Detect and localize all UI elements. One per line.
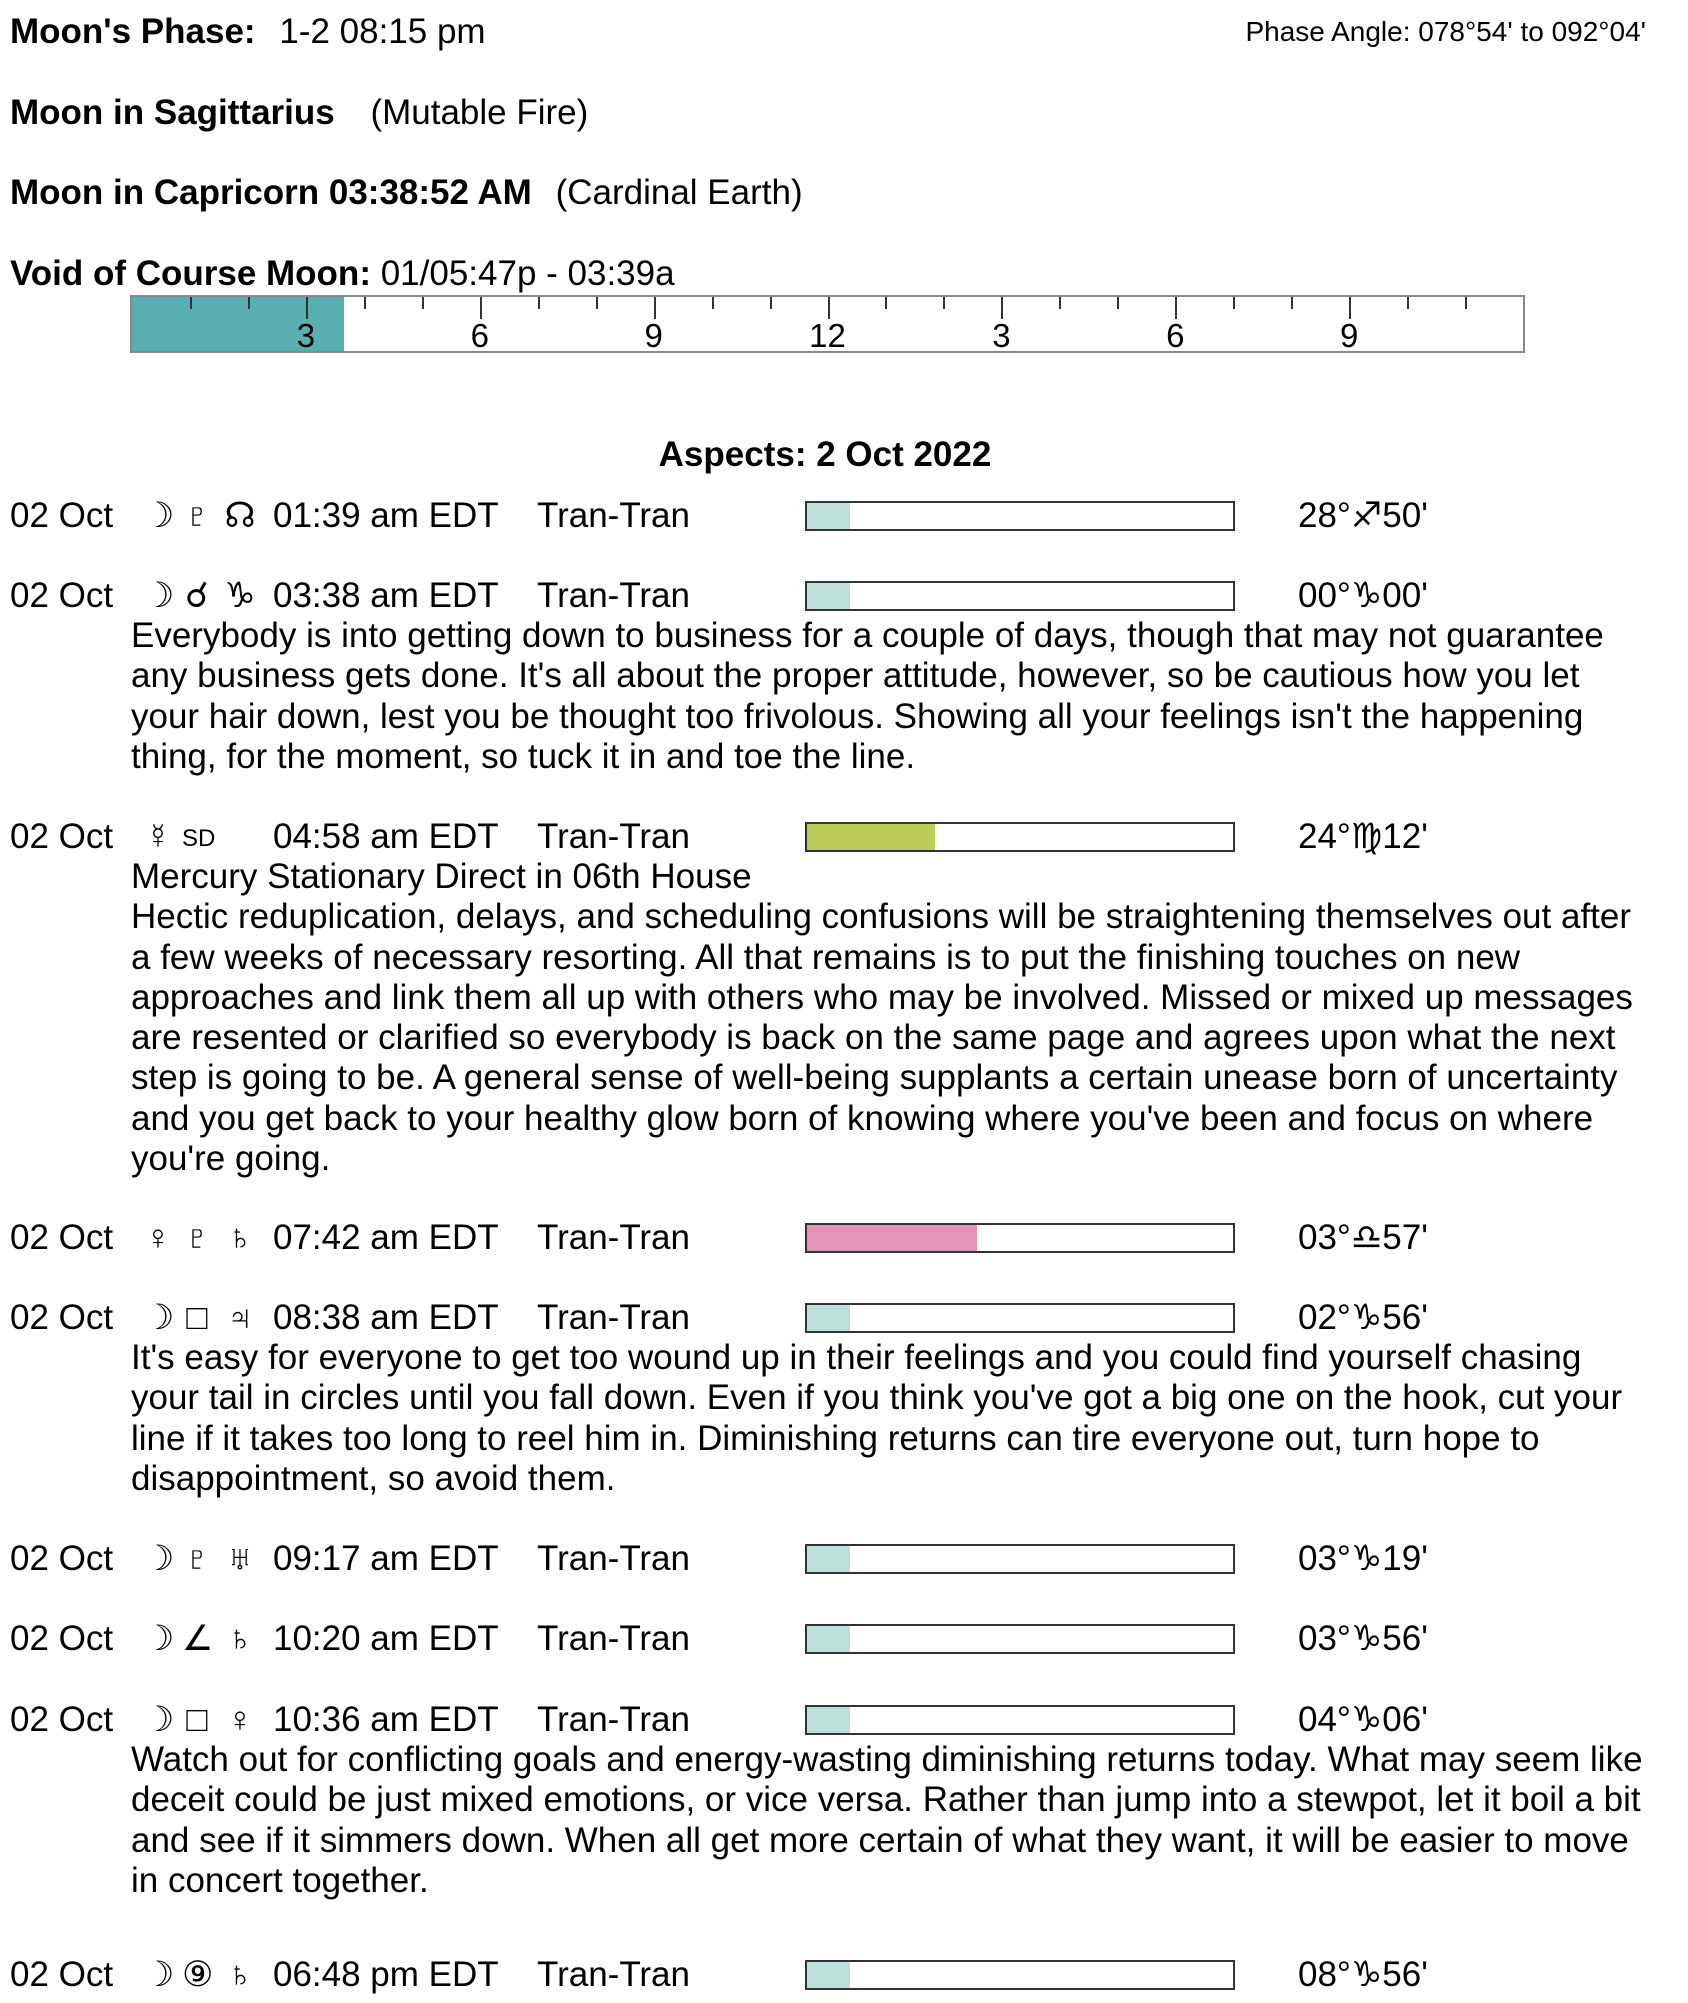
aspect-time: 01:39 am EDT [273, 496, 499, 535]
aspect-entry [0, 1955, 1688, 2003]
aspect-description-paragraph: Mercury Stationary Direct in 06th House [131, 857, 752, 896]
timeline-hour-label: 9 [644, 317, 663, 354]
aspect-time: 10:36 am EDT [273, 1700, 499, 1739]
timeline-tick [770, 297, 772, 309]
aspect-date: 02 Oct [10, 496, 114, 535]
aspect-glyph-icon: □ [186, 1298, 208, 1337]
aspect-row [0, 1700, 1688, 1748]
aspect-description-paragraph: Everybody is into getting down to business for a couple of days, though that may not guarantee any business gets done. It's all about the proper attitude, however, so be cautious how you let your hair down, lest you be thought too frivolous. Showing all your feelings isn't the happening thing, for the moment, so tuck it in and toe the line. [131, 616, 1604, 776]
timeline-tick [712, 297, 714, 309]
timeline-tick [306, 297, 308, 319]
aspect-type: Tran-Tran [537, 1700, 690, 1739]
aspect-type: Tran-Tran [537, 1955, 690, 1994]
moon-sign-2-element: (Cardinal Earth) [555, 173, 803, 212]
aspect-strength-bar [805, 1544, 1235, 1574]
timeline-tick [1175, 297, 1177, 319]
aspect-date: 02 Oct [10, 1218, 114, 1257]
aspect-description [131, 1740, 1651, 1901]
planet-glyph-icon: ♀ [144, 1218, 172, 1257]
aspect-type: Tran-Tran [537, 1298, 690, 1337]
planet-glyph-icon: ♅ [226, 1539, 254, 1578]
timeline-tick [1465, 297, 1467, 309]
aspect-entry [0, 576, 1688, 777]
aspect-glyph-icon: □ [186, 1700, 208, 1739]
aspect-strength-fill [807, 1707, 850, 1733]
aspect-degree: 03°♎57' [1298, 1218, 1428, 1257]
planet-glyph-icon: ☽ [143, 1539, 175, 1578]
moon-sign-2-line [10, 173, 803, 213]
moon-phase-line [10, 12, 486, 52]
aspect-date: 02 Oct [10, 1619, 114, 1658]
aspect-strength-bar [805, 1223, 1235, 1253]
aspect-entry [0, 1218, 1688, 1266]
moon-phase-label: Moon's Phase: [10, 12, 256, 51]
aspect-date: 02 Oct [10, 1700, 114, 1739]
aspect-degree: 03°♑19' [1298, 1539, 1428, 1578]
timeline-tick [1059, 297, 1061, 309]
timeline-tick [654, 297, 656, 319]
planet-glyph-icon: ♄ [226, 1218, 254, 1257]
aspect-type: Tran-Tran [537, 496, 690, 535]
aspect-degree: 28°♐50' [1298, 496, 1428, 535]
timeline-tick [828, 297, 830, 319]
planet-glyph-icon: ☿ [144, 817, 172, 856]
aspect-glyph-icon: ♇ [183, 496, 211, 535]
timeline-hour-label: 6 [470, 317, 489, 354]
aspect-strength-fill [807, 1305, 850, 1331]
timeline-tick [1001, 297, 1003, 319]
timeline-tick [422, 297, 424, 309]
aspect-time: 07:42 am EDT [273, 1218, 499, 1257]
aspect-strength-bar [805, 1303, 1235, 1333]
void-of-course-line [10, 254, 675, 294]
timeline-hour-label: 3 [992, 317, 1011, 354]
aspect-entry [0, 1539, 1688, 1587]
planet-glyph-icon: ☽ [143, 1298, 175, 1337]
aspect-entry [0, 1700, 1688, 1901]
moon-sign-1-label: Moon in Sagittarius [10, 93, 335, 132]
aspect-degree: 08°♑56' [1298, 1955, 1428, 1994]
planet-glyph-icon: ♄ [226, 1955, 254, 1994]
aspect-date: 02 Oct [10, 1539, 114, 1578]
timeline-hour-label: 3 [296, 317, 316, 354]
timeline-tick [1117, 297, 1119, 309]
aspect-time: 04:58 am EDT [273, 817, 499, 856]
timeline-hour-label: 6 [1166, 317, 1185, 354]
aspect-strength-fill [807, 1626, 850, 1652]
aspect-time: 09:17 am EDT [273, 1539, 499, 1578]
planet-glyph-icon: ♀ [226, 1700, 254, 1739]
aspect-strength-bar [805, 581, 1235, 611]
aspect-date: 02 Oct [10, 817, 114, 856]
planet-glyph-icon: ☽ [143, 1700, 175, 1739]
timeline-tick [1407, 297, 1409, 309]
aspect-row [0, 817, 1688, 865]
aspect-type: Tran-Tran [537, 576, 690, 615]
timeline-hour-label: 12 [809, 317, 846, 354]
aspect-description-paragraph: Watch out for conflicting goals and energy-wasting diminishing returns today. What may seem like deceit could be just mixed emotions, or vice versa. Rather than jump into a stewpot, let it boil a bit and see if it simmers down. When all get more certain of what they want, it will be easier to move in concert together. [131, 1740, 1643, 1900]
aspect-glyph-icon: ∠ [182, 1619, 214, 1658]
void-of-course-timeline [130, 295, 1525, 353]
planet-glyph-icon: ☽ [143, 496, 175, 535]
aspect-time: 08:38 am EDT [273, 1298, 499, 1337]
aspect-strength-fill [807, 503, 850, 529]
moon-sign-1-element: (Mutable Fire) [370, 93, 589, 132]
timeline-tick [885, 297, 887, 309]
aspect-glyph-icon: ☌ [185, 576, 209, 615]
aspect-type: Tran-Tran [537, 1619, 690, 1658]
phase-angle: Phase Angle: 078°54' to 092°04' [1245, 16, 1646, 47]
aspect-description [131, 857, 1651, 1179]
aspect-type: Tran-Tran [537, 817, 690, 856]
planet-glyph-icon: ☽ [143, 1619, 175, 1658]
aspect-row [0, 1218, 1688, 1266]
timeline-tick [538, 297, 540, 309]
aspect-date: 02 Oct [10, 1298, 114, 1337]
timeline-tick [480, 297, 482, 319]
aspect-degree: 24°♍12' [1298, 817, 1428, 856]
void-of-course-value: 01/05:47p - 03:39a [380, 254, 675, 293]
aspect-strength-bar [805, 822, 1235, 852]
aspect-strength-fill [807, 1546, 850, 1572]
aspect-strength-fill [807, 824, 935, 850]
planet-glyph-icon: ♄ [226, 1619, 254, 1658]
aspect-degree: 04°♑06' [1298, 1700, 1428, 1739]
aspect-description [131, 1338, 1651, 1499]
aspect-type: Tran-Tran [537, 1539, 690, 1578]
aspect-strength-fill [807, 583, 850, 609]
aspect-strength-bar [805, 1705, 1235, 1735]
aspect-description-paragraph: It's easy for everyone to get too wound up in their feelings and you could find yourself chasing your tail in circles until you fall down. Even if you think you've got a big one on the hook, cut your line if it takes too long to reel him in. Diminishing returns can tire everyone out, turn hope to disappointment, so avoid them. [131, 1338, 1623, 1498]
planet-glyph-icon: ☽ [143, 1955, 175, 1994]
aspect-row [0, 1619, 1688, 1667]
timeline-tick [943, 297, 945, 309]
planet-glyph-icon: ♑ [224, 576, 256, 615]
aspect-entry [0, 496, 1688, 544]
planet-glyph-icon: ♃ [226, 1298, 254, 1337]
aspect-strength-bar [805, 501, 1235, 531]
timeline-tick [248, 297, 250, 309]
aspect-time: 10:20 am EDT [273, 1619, 499, 1658]
timeline-tick [190, 297, 192, 309]
aspect-degree: 00°♑00' [1298, 576, 1428, 615]
moon-phase-value: 1-2 08:15 pm [279, 12, 486, 51]
planet-glyph-icon: ☊ [224, 496, 256, 535]
timeline-tick [596, 297, 598, 309]
planet-glyph-icon: ☽ [143, 576, 175, 615]
aspect-glyph-icon: ♇ [183, 1539, 211, 1578]
aspect-strength-bar [805, 1960, 1235, 1990]
aspects-title: Aspects: 2 Oct 2022 [658, 435, 992, 474]
timeline-tick [1291, 297, 1293, 309]
aspect-glyph-icon: ♇ [183, 1218, 211, 1257]
timeline-tick [1349, 297, 1351, 319]
aspect-glyph-icon: SD [182, 825, 216, 852]
aspect-entry [0, 817, 1688, 1179]
aspect-row [0, 1298, 1688, 1346]
aspect-strength-fill [807, 1225, 977, 1251]
aspect-description [131, 616, 1651, 777]
aspect-degree: 03°♑56' [1298, 1619, 1428, 1658]
aspect-entry [0, 1298, 1688, 1499]
aspect-degree: 02°♑56' [1298, 1298, 1428, 1337]
aspect-glyph-icon: ⑨ [182, 1955, 214, 1994]
aspect-time: 03:38 am EDT [273, 576, 499, 615]
aspect-date: 02 Oct [10, 1955, 114, 1994]
aspect-strength-bar [805, 1624, 1235, 1654]
aspect-description-paragraph: Hectic reduplication, delays, and scheduling confusions will be straightening themselves out after a few weeks of necessary resorting. All that remains is to put the finishing touches on new approaches and link them all up with others who may be involved. Missed or mixed up messages are resented or clarified so everybody is back on the same page and agrees upon what the next step is going to be. A general sense of well-being supplants a certain unease born of uncertainty and you get back to your healthy glow born of knowing where you've been and focus on where you're going. [131, 897, 1633, 1179]
aspect-strength-fill [807, 1962, 850, 1988]
aspect-row [0, 576, 1688, 624]
aspect-date: 02 Oct [10, 576, 114, 615]
timeline-tick [1233, 297, 1235, 309]
timeline-tick [364, 297, 366, 309]
moon-sign-1-line [10, 93, 588, 133]
aspect-type: Tran-Tran [537, 1218, 690, 1257]
timeline-hour-label: 9 [1339, 317, 1359, 354]
moon-sign-2-label: Moon in Capricorn 03:38:52 AM [10, 173, 532, 212]
aspect-row [0, 1955, 1688, 2003]
aspect-entry [0, 1619, 1688, 1667]
aspect-time: 06:48 pm EDT [273, 1955, 499, 1994]
aspect-row [0, 1539, 1688, 1587]
aspect-row [0, 496, 1688, 544]
void-of-course-label: Void of Course Moon: [10, 254, 371, 293]
